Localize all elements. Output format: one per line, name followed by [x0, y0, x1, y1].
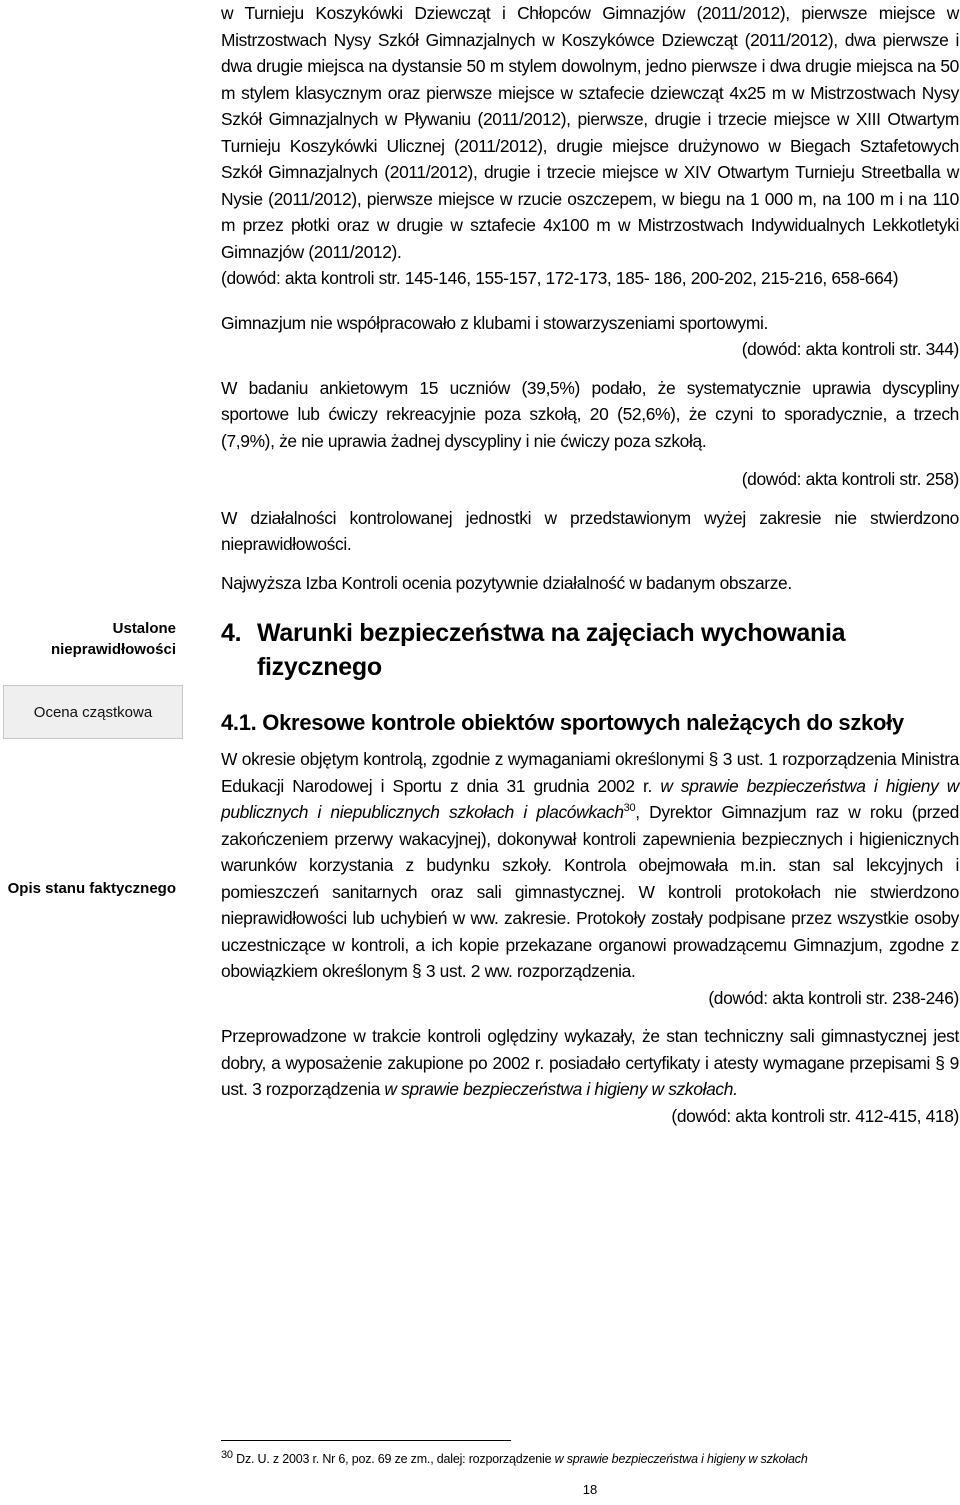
label-ocena-text: Ocena cząstkowa: [33, 703, 153, 721]
paragraph-survey-ref: (dowód: akta kontroli str. 258): [741, 469, 959, 489]
paragraph-results-ref: (dowód: akta kontroli str. 145-146, 155-157, 172-173, 185- 186, 200-202, 215-216, 658-664): [221, 268, 899, 288]
inspections-text-b: , Dyrektor Gimnazjum raz w roku (przed zakończeniem przerwy wakacyjnej), dokonywał kontroli zapewnienia bezpiecznych i higienicznych warunków korzystania z budynku szkoły. Kontrola obejmowała m.in. stan sal lekcyjnych i pomieszczeń sanitarnych oraz sali gimnastycznej. W kontroli protokołach nie stwierdzono nieprawidłowości lub uchybień w ww. zakresie. Protokoły zostały podpisane przez wszystkie osoby uczestniczące w kontroli, a ich kopie przekazane organowi prowadzącemu Gimnazjum, zgodne z obowiązkiem określonym § 3 ust. 2 ww. rozporządzenia.: [221, 802, 959, 981]
gym-text-italic: w sprawie bezpieczeństwa i higieny w szkołach.: [384, 1079, 738, 1099]
page-number: 18: [582, 1482, 598, 1497]
paragraph-clubs: Gimnazjum nie współpracowało z klubami i stowarzyszeniami sportowymi.: [221, 312, 769, 333]
label-ustalone: Ustalone nieprawidłowości: [50, 620, 176, 658]
section-number: 4.: [221, 619, 242, 647]
paragraph-survey: W badaniu ankietowym 15 uczniów (39,5%) podało, że systematycznie uprawia dyscypliny sportowe lub ćwiczy rekreacyjnie poza szkołą, 20 (52,6%), że czyni to sporadycznie, a trzech (7,9%), że nie uprawia żadnej dyscypliny i nie ćwiczy poza szkołą.: [221, 377, 959, 451]
footnote-ref: 30: [623, 802, 636, 815]
section-title-line2: fizycznego: [257, 653, 382, 681]
section-title-line1: Warunki bezpieczeństwa na zajęciach wychowania: [257, 619, 846, 647]
label-opis: Opis stanu faktycznego: [7, 880, 176, 897]
footnote-number: 30: [221, 1448, 233, 1461]
paragraph-results: w Turnieju Koszykówki Dziewcząt i Chłopców Gimnazjów (2011/2012), pierwsze miejsce w Mistrzostwach Nysy Szkół Gimnazjalnych w Koszykówce Dziewcząt (2011/2012), dwa pierwsze i dwa drugie miejsca na dystansie 50 m stylem dowolnym, jedno pierwsze i dwa drugie miejsca na 50 m stylem klasycznym oraz pierwsze miejsce w sztafecie dziewcząt 4x25 m w Mistrzostwach Nysy Szkół Gimnazjalnych w Pływaniu (2011/2012), pierwsze, drugie i trzecie miejsce w XIII Otwartym Turnieju Koszykówki Ulicznej (2011/2012), drugie miejsce drużynowo w Biegach Sztafetowych Szkół Gimnazjalnych (2011/2012), drugie i trzecie miejsce w XIV Otwartym Turnieju Streetballa w Nysie (2011/2012), pierwsze miejsce w rzucie oszczepem, w biegu na 1 000 m, na 100 m i na 110 m przez płotki oraz w drugie w sztafecie 4x100 m w Mistrzostwach Indywidualnych Lekkotletyki Gimnazjów (2011/2012).: [221, 3, 959, 262]
paragraph-gym: [221, 1023, 959, 1103]
main-content: [221, 0, 959, 1129]
paragraph-assessment: Najwyższa Izba Kontroli ocenia pozytywnie działalność w badanym obszarze.: [221, 572, 792, 593]
sidebar-labels: [0, 0, 190, 1505]
subsection-heading: 4.1. Okresowe kontrole obiektów sportowych należących do szkoły: [221, 710, 904, 735]
gym-text-a: Przeprowadzone w trakcie kontroli oględziny wykazały, że stan techniczny sali gimnastycznej jest dobry, a wyposażenie zakupione po 2002 r. posiadało certyfikaty i atesty wymagane przepisami § 9 ust. 3 rozporządzenia: [221, 1026, 959, 1099]
paragraph-inspections: [221, 746, 959, 985]
footnote-italic: w sprawie bezpieczeństwa i higieny w szkołach: [554, 1452, 808, 1466]
footnote-divider: [221, 1440, 511, 1441]
inspections-text-italic: w sprawie bezpieczeństwa i higieny w publicznych i niepublicznych szkołach i placówkach: [221, 775, 959, 822]
section-heading: [221, 616, 959, 684]
footnote: [221, 1450, 959, 1468]
paragraph-no-irregularities: W działalności kontrolowanej jednostki w przedstawionym wyżej zakresie nie stwierdzono nieprawidłowości.: [221, 507, 959, 554]
paragraph-gym-ref: (dowód: akta kontroli str. 412-415, 418): [671, 1105, 959, 1126]
paragraph-clubs-ref: (dowód: akta kontroli str. 344): [741, 339, 959, 359]
inspections-text-a: W okresie objętym kontrolą, zgodnie z wymaganiami określonymi § 3 ust. 1 rozporządzenia Ministra Edukacji Narodowej i Sportu z dnia 31 grudnia 2002 r.: [221, 749, 959, 796]
label-ocena: [3, 685, 183, 739]
paragraph-inspections-ref: (dowód: akta kontroli str. 238-246): [708, 987, 959, 1008]
footnote-text: Dz. U. z 2003 r. Nr 6, poz. 69 ze zm., dalej: rozporządzenie: [236, 1452, 552, 1466]
